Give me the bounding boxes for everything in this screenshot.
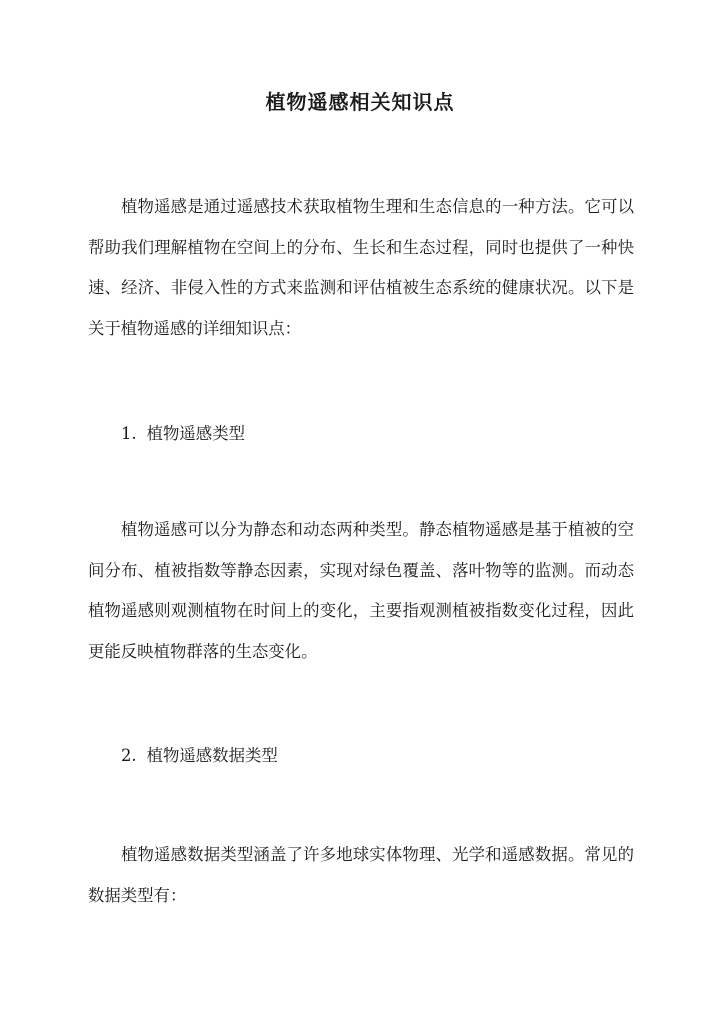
types-paragraph: 植物遥感可以分为静态和动态两种类型。静态植物遥感是基于植被的空间分布、植被指数等静态因素，实现对绿色覆盖、落叶物等的监测。而动态植物遥感则观测植物在时间上的变化，主要指观测植被指数变化过程，因此更能反映植物群落的生态变化。 [88,520,634,661]
document-title: 植物遥感相关知识点 [265,90,455,114]
section-title: 植物遥感类型 [146,424,245,443]
data-types-paragraph: 植物遥感数据类型涵盖了许多地球实体物理、光学和遥感数据。常见的数据类型有： [88,845,634,905]
section-number: 2. [121,746,137,765]
section-heading-data-types [121,744,278,768]
section-number: 1. [121,424,137,443]
section-heading-types [121,422,245,446]
section-title: 植物遥感数据类型 [146,746,278,765]
intro-paragraph: 植物遥感是通过遥感技术获取植物生理和生态信息的一种方法。它可以帮助我们理解植物在空间上的分布、生长和生态过程，同时也提供了一种快速、经济、非侵入性的方式来监测和评估植被生态系统的健康状况。以下是关于植物遥感的详细知识点： [88,197,634,338]
